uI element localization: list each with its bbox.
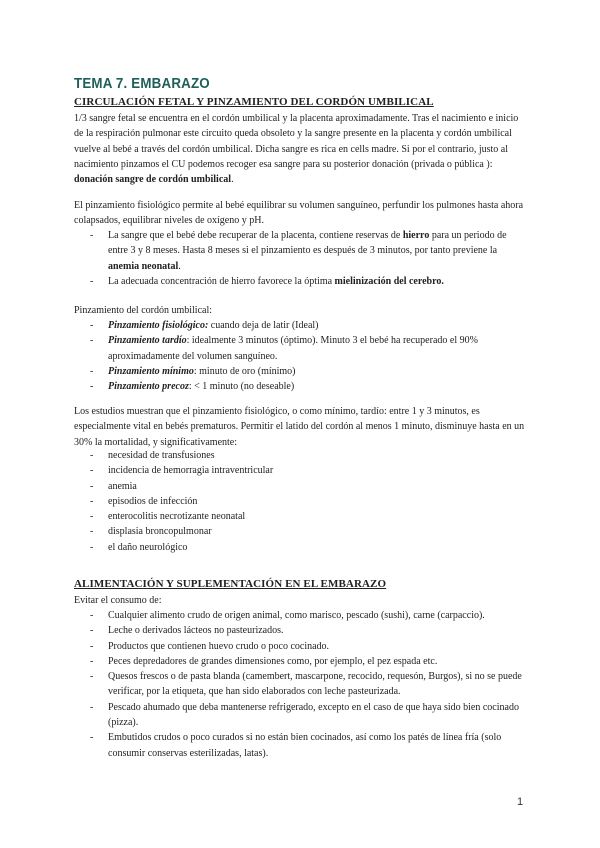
dash-bullet: - (90, 495, 94, 507)
page-number: 1 (517, 796, 524, 808)
list-item-text: incidencia de hemorragia intraventricular (108, 465, 274, 477)
list-item (74, 479, 526, 494)
dash-bullet: - (90, 732, 94, 744)
list-item-text: necesidad de transfusiones (108, 450, 215, 461)
list-item (74, 524, 526, 539)
list-beneficios (74, 448, 526, 555)
list-item-text: para un periodo de entre 3 y 8 meses. Hasta 8 meses si el pinzamiento es después de 3 minutos, por tanto previene la (108, 230, 507, 257)
list-item-text: : idealmente 3 minutos (óptimo). Minuto 3 el bebé ha recuperado el 90% aproximadamente del volumen sanguíneo. (108, 335, 478, 362)
paragraph-pinzamiento-label: Pinzamiento del cordón umbilical: (74, 305, 213, 316)
list-item-label: Pinzamiento tardío (108, 335, 187, 347)
list-item-text: Leche o derivados lácteos no pasteurizados. (108, 625, 284, 637)
dash-bullet: - (90, 511, 94, 523)
list-item-text: Quesos frescos o de pasta blanda (camembert, mascarpone, recocido, requesón, Burgos), si no se puede verificar, por la etiqueta, que han sido elaborados con leche pasteurizada. (108, 671, 522, 698)
dash-bullet: - (90, 381, 94, 393)
section-heading-circulacion: CIRCULACIÓN FETAL Y PINZAMIENTO DEL CORDÓN UMBILICAL (74, 96, 434, 108)
dash-bullet: - (90, 450, 94, 461)
dash-bullet: - (90, 275, 94, 287)
dash-bullet: - (90, 655, 94, 667)
list-item-text: Productos que contienen huevo crudo o poco cocinado. (108, 640, 330, 652)
list-item (74, 379, 526, 394)
list-item-text: Peces depredadores de grandes dimensiones como, por ejemplo, el pez espada etc. (108, 655, 438, 667)
dash-bullet: - (90, 465, 94, 477)
list-item-label: Pinzamiento precoz (108, 381, 189, 393)
paragraph-intro (74, 111, 526, 187)
list-item-text: el daño neurológico (108, 541, 188, 553)
paragraph-intro-text: 1/3 sangre fetal se encuentra en el cordón umbilical y la placenta aproximadamente. Tras el nacimiento e inicio de la respiración pulmonar este circuito queda obsoleto y la sangre presente en la placenta y cordón umbilical vuelve al bebé a través del cordón umbilical. Dicha sangre es rica en cells madre. Si por el contrario, justo al nacimiento pinzamos el CU podemos recoger esa sangre para su posterior donación (privada o pública ): (74, 113, 519, 170)
list-alimentos-evitar (74, 608, 526, 761)
list-item (74, 730, 526, 761)
list-item (74, 318, 526, 333)
list-item (74, 364, 526, 379)
dash-bullet: - (90, 701, 94, 713)
paragraph-intro-end: . (231, 174, 234, 186)
list-item-text: . (178, 260, 181, 272)
list-item-text: anemia (108, 480, 137, 492)
list-item (74, 540, 526, 555)
list-item-label: Pinzamiento fisiológico: (108, 320, 209, 331)
list-item (74, 494, 526, 509)
dash-bullet: - (90, 230, 94, 241)
list-item (74, 274, 526, 289)
list-item (74, 639, 526, 654)
list-item-text: La sangre que el bebé debe recuperar de la placenta, contiene reservas de (108, 230, 403, 241)
list-item-text: enterocolitis necrotizante neonatal (108, 511, 246, 523)
paragraph-evitar: Evitar el consumo de: (74, 595, 162, 606)
list-item-label: Pinzamiento mínimo (108, 365, 194, 377)
list-pinzamiento-types (74, 318, 526, 394)
dash-bullet: - (90, 480, 94, 492)
list-item-bold: hierro (402, 230, 430, 241)
list-item-text: Cualquier alimento crudo de origen animal, como marisco, pescado (sushi), carne (carpaccio). (108, 610, 485, 621)
list-item-bold: mielinización del cerebro. (334, 275, 444, 287)
paragraph-intro-bold: donación sangre de cordón umbilical (74, 174, 232, 186)
list-item-text: Pescado ahumado que deba mantenerse refrigerado, excepto en el caso de que haya sido bien cocinado (pizza). (108, 701, 519, 729)
page-title: TEMA 7. EMBARAZO (74, 76, 210, 92)
dash-bullet: - (90, 671, 94, 683)
list-item-text: displasia broncopulmonar (108, 526, 212, 538)
dash-bullet: - (90, 526, 94, 538)
list-item (74, 228, 526, 274)
paragraph-estudios: Los estudios muestran que el pinzamiento fisiológico, o como mínimo, tardío: entre 1 y 3 minutos, es especialmente vital en bebés prematuros. Permitir el latido del cordón al menos 1 minuto, disminuye hasta en un 30% la mortalidad, y significativamente: (74, 406, 525, 448)
dash-bullet: - (90, 335, 94, 347)
list-item (74, 654, 526, 669)
list-item-text: cuando deja de latir (Ideal) (208, 320, 319, 331)
dash-bullet: - (90, 610, 94, 621)
list-item (74, 623, 526, 638)
dash-bullet: - (90, 640, 94, 652)
dash-bullet: - (90, 541, 94, 553)
list-item-bold: anemia neonatal (108, 260, 179, 272)
dash-bullet: - (90, 625, 94, 637)
list-item-text: episodios de infección (108, 495, 198, 507)
paragraph-pinzamiento-fisiologico: El pinzamiento fisiológico permite al bebé equilibrar su volumen sanguíneo, perfundir los pulmones hasta ahora colapsados, equilibrar niveles de oxígeno y pH. (74, 200, 524, 227)
list-item-text: : < 1 minuto (no deseable) (188, 381, 295, 393)
list-item (74, 333, 526, 364)
list-item (74, 463, 526, 478)
list-item (74, 608, 526, 623)
list-item (74, 669, 526, 700)
list-item (74, 509, 526, 524)
list-item (74, 700, 526, 731)
list-item (74, 448, 526, 463)
section-heading-alimentacion: ALIMENTACIÓN Y SUPLEMENTACIÓN EN EL EMBARAZO (74, 578, 387, 590)
list-item-text: : minuto de oro (mínimo) (193, 365, 296, 377)
list-hierro (74, 228, 526, 289)
dash-bullet: - (90, 320, 94, 331)
list-item-text: Embutidos crudos o poco curados si no están bien cocinados, así como los patés de línea fría (solo consumir conservas esterilizadas, latas). (108, 732, 502, 759)
dash-bullet: - (90, 365, 94, 377)
list-item-text: La adecuada concentración de hierro favorece la óptima (108, 275, 335, 287)
